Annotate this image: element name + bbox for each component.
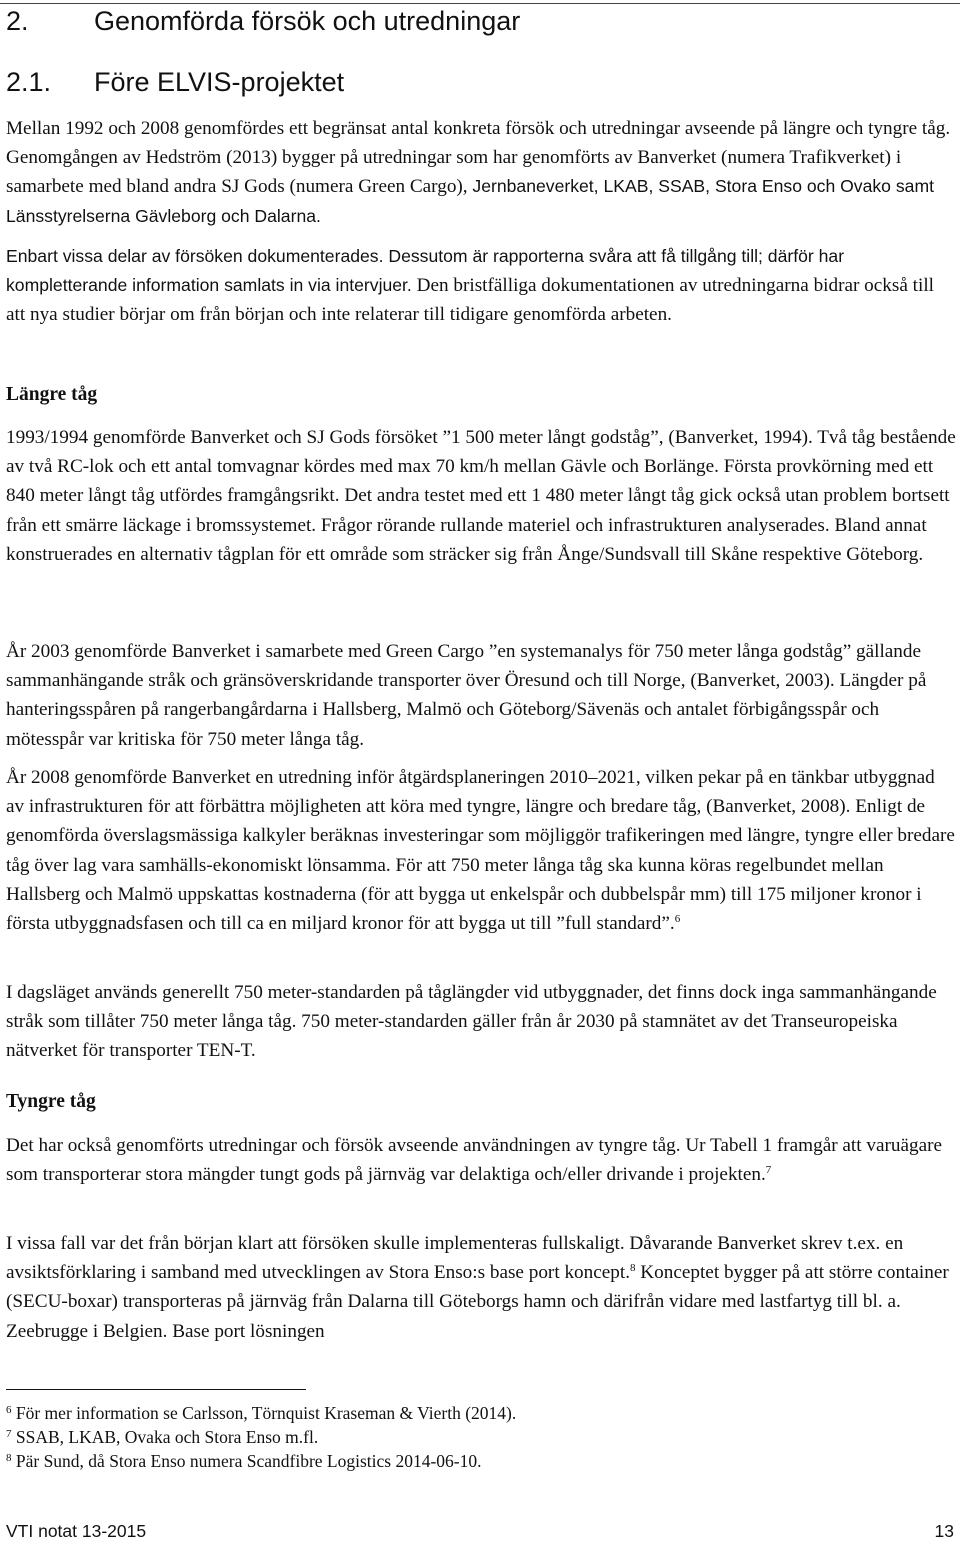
footnote-ref-6[interactable]: 6 — [674, 913, 681, 926]
subheading-langre-tag: Längre tåg — [6, 384, 98, 405]
section-heading — [6, 67, 344, 98]
footnote-item: $^8$ Pär Sund, då Stora Enso numera Scandfibre Logistics 2014-06-10. — [6, 1451, 482, 1471]
paragraph-documentation: Enbart vissa delar av försöken dokumenterades. Dessutom är rapporterna svåra att få tillgång till; därför har kompletterande information samlats in via intervjuer. Den bristfälliga dokumentationen av utredningarna bidrar också till att nya studier börjar om från början och inte relaterar till tidigare genomförda arbeten. — [6, 246, 934, 326]
section-number: 2.1. — [6, 67, 52, 97]
chapter-number: 2. — [6, 6, 29, 36]
paragraph-heavier-trains: Det har också genomförts utredningar och försök avseende användningen av tyngre tåg. Ur Tabell 1 framgår att varuägare som transporterar stora mängder tungt gods på järnväg var delaktiga och/eller drivande i projekten.$^7$ — [6, 1135, 942, 1186]
footnote-separator — [6, 1389, 306, 1390]
paragraph-base-port: I vissa fall var det från början klart att försöken skulle implementeras fullskaligt. Dåvarande Banverket skrev t.ex. en avsiktsförklaring i samband med utvecklingen av Stora Enso:s base port koncept.$^8$ Konceptet bygger på att större container (SECU-boxar) transporteras på järnväg från Dalarna till Göteborgs hamn och därifrån vidare med lastfartyg till bl. a. Zeebrugge i Belgien. Base port lösningen — [6, 1233, 949, 1342]
paragraph-intro: Mellan 1992 och 2008 genomfördes ett begränsat antal konkreta försök och utredningar avseende på längre och tyngre tåg. Genomgången av Hedström (2013) bygger på utredningar som har genomförts av Banverket (numera Trafikverket) i samarbete med bland andra SJ Gods (numera Green Cargo), Jernbaneverket, LKAB, SSAB, Stora Enso och Ovako samt Länsstyrelserna Gävleborg och Dalarna. — [6, 118, 951, 226]
top-rule — [0, 3, 960, 4]
footer-page-number: 13 — [934, 1521, 954, 1541]
footnote-ref-7[interactable]: 7 — [765, 1164, 772, 1177]
footer-report-id: VTI notat 13-2015 — [6, 1521, 147, 1541]
footnote-item: $^6$ För mer information se Carlsson, Törnquist Kraseman & Vierth (2014). — [6, 1403, 517, 1423]
paragraph-2008-study: År 2008 genomförde Banverket en utredning inför åtgärdsplaneringen 2010–2021, vilken pekar på en tänkbar utbyggnad av infrastrukturen för att förbättra möjligheten att köra med tyngre, längre och bredare tåg, (Banverket, 2008). Enligt de genomförda överslagsmässiga kalkyler beräknas investeringar som möjliggör trafikeringen med längre, tyngre eller bredare tåg över lag vara samhälls-ekonomiskt lönsamma. För att 750 meter långa tåg ska kunna köras regelbundet mellan Hallsberg och Malmö uppskattas kostnaderna (för att bygga ut enkelspår och dubbelspår mm) till 175 miljoner kronor i första utbyggnadsfasen och till ca en miljard kronor för att bygga ut till ”full standard”.$^6$ — [6, 767, 955, 935]
chapter-title: Genomförda försök och utredningar — [94, 6, 521, 36]
chapter-heading — [6, 6, 520, 37]
section-title: Före ELVIS-projektet — [94, 67, 345, 97]
footnote-ref-8[interactable]: 8 — [630, 1262, 636, 1275]
footnote-item: $^7$ SSAB, LKAB, Ovaka och Stora Enso m.fl. — [6, 1427, 319, 1447]
subheading-tyngre-tag: Tyngre tåg — [6, 1091, 96, 1112]
paragraph-2003-analysis: År 2003 genomförde Banverket i samarbete med Green Cargo ”en systemanalys för 750 meter långa godståg” gällande sammanhängande stråk och gränsöverskridande transporter över Öresund och till Norge, (Banverket, 2003). Längder på hanteringsspåren på rangerbangårdarna i Hallsberg, Malmö och Göteborg/Sävenäs och antalet förbigångsspår och mötesspår var kritiska för 750 meter långa tåg. — [6, 641, 927, 750]
paragraph-750m-standard: I dagsläget används generellt 750 meter-standarden på tåglängder vid utbyggnader, det finns dock inga sammanhängande stråk som tillåter 750 meter långa tåg. 750 meter-standarden gäller från år 2030 på stamnätet av det Transeuropeiska nätverket för transporter TEN-T. — [6, 982, 937, 1062]
paragraph-1993-test: 1993/1994 genomförde Banverket och SJ Gods försöket ”1 500 meter långt godståg”, (Banverket, 1994). Två tåg bestående av två RC-lok och ett antal tomvagnar kördes med max 70 km/h mellan Gävle och Borlänge. Första provkörning med ett 840 meter långt tåg utfördes framgångsrikt. Det andra testet med ett 1 480 meter långt tåg gick också utan problem bortsett från ett smärre läckage i bromssystemet. Frågor rörande rullande materiel och infrastrukturen analyserades. Bland annat konstruerades en alternativ tågplan för ett område som sträcker sig från Ånge/Sundsvall till Skåne respektive Göteborg. — [6, 427, 956, 565]
